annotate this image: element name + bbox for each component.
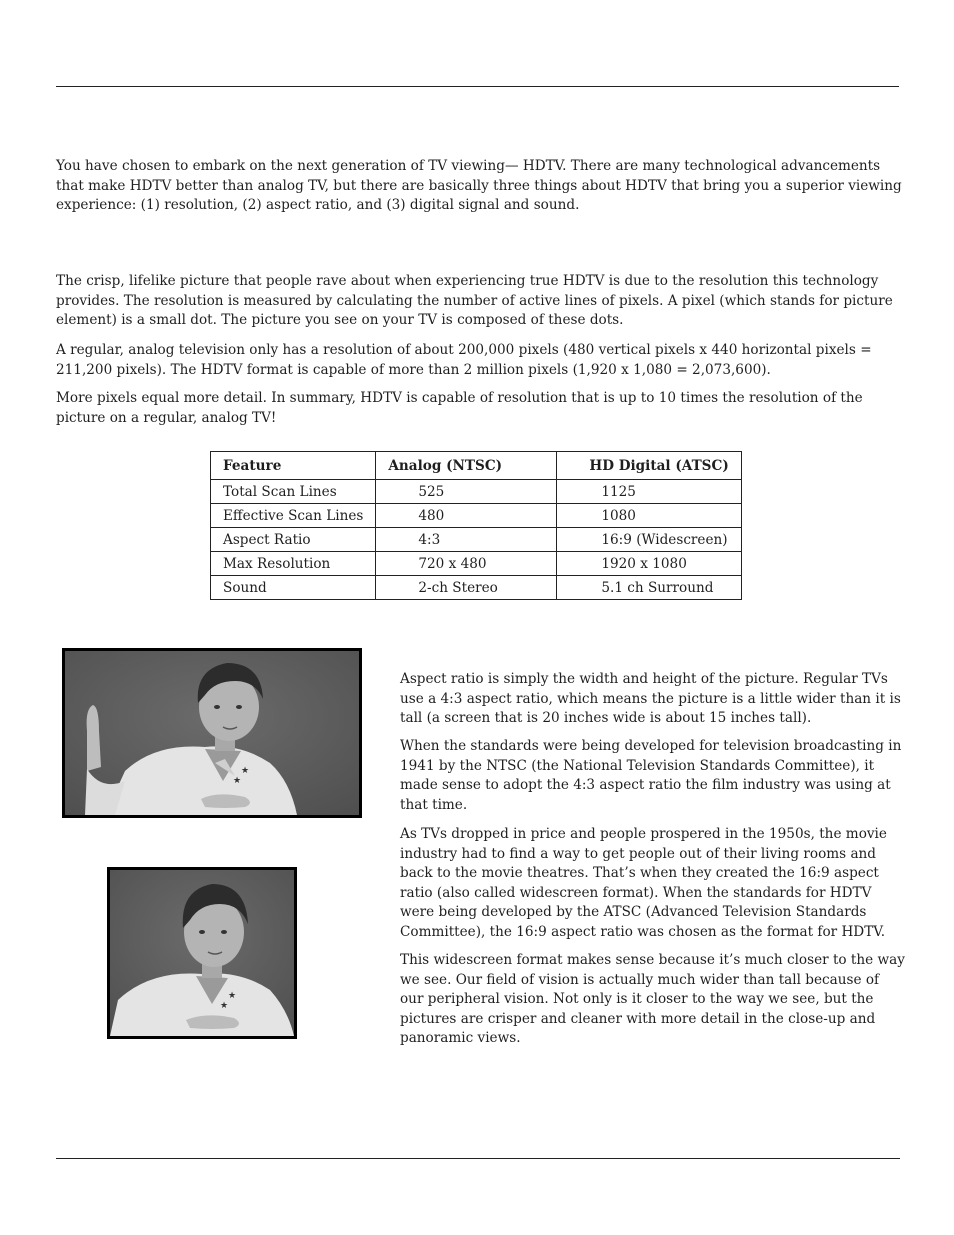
resolution-paragraph-2: A regular, analog television only has a resolution of about 200,000 pixels (480 vertical pixels x 440 horizontal pixels = 211,200 pixels). The HDTV format is capable of more than 2 million pixels (1,920 x 1,080 = 2,073,600). — [56, 342, 872, 378]
table-cell-hd: 16:9 (Widescreen) — [557, 528, 741, 552]
table-row — [211, 528, 742, 552]
table-cell-feature: Effective Scan Lines — [211, 504, 376, 528]
table-row — [211, 576, 742, 600]
table-cell-feature: Total Scan Lines — [211, 480, 376, 504]
table-header-hd: HD Digital (ATSC) — [557, 452, 741, 480]
table-cell-hd: 1920 x 1080 — [557, 552, 741, 576]
table-cell-analog: 720 x 480 — [376, 552, 557, 576]
footer-rule — [56, 1158, 900, 1159]
table-header-analog: Analog (NTSC) — [376, 452, 557, 480]
table-cell-hd: 5.1 ch Surround — [557, 576, 741, 600]
table-header-feature: Feature — [211, 452, 376, 480]
table-cell-analog: 4:3 — [376, 528, 557, 552]
svg-text:★: ★ — [241, 766, 250, 776]
table-row — [211, 552, 742, 576]
aspect-paragraph-4: This widescreen format makes sense because it’s much closer to the way we see. Our field of vision is actually much wider than tall because of our peripheral vision. Not only is it closer to the way we see, but the pictures are crisper and cleaner with more detail in the close-up and panoramic views. — [400, 952, 905, 1047]
svg-text:★: ★ — [233, 776, 242, 786]
aspect-paragraph-3: As TVs dropped in price and people prospered in the 1950s, the movie industry had to find a way to get people out of their living rooms and back to the movie theatres. That’s when they created the 16:9 aspect ratio (also called widescreen format). When the standards for HDTV were being developed by the ATSC (Advanced Television Standards Committee), the 16:9 aspect ratio was chosen as the format for HDTV. — [400, 826, 887, 940]
table-cell-hd: 1125 — [557, 480, 741, 504]
header-rule — [56, 86, 899, 87]
table-cell-analog: 2-ch Stereo — [376, 576, 557, 600]
intro-paragraph: You have chosen to embark on the next generation of TV viewing— HDTV. There are many technological advancements that make HDTV better than analog TV, but there are basically three things about HDTV that bring you a superior viewing experience: (1) resolution, (2) aspect ratio, and (3) digital signal and sound. — [56, 158, 902, 214]
standard-photo — [107, 867, 297, 1039]
resolution-paragraph-3: More pixels equal more detail. In summary, HDTV is capable of resolution that is up to 10 times the resolution of the picture on a regular, analog TV! — [56, 390, 863, 426]
aspect-paragraph-1: Aspect ratio is simply the width and height of the picture. Regular TVs use a 4:3 aspect ratio, which means the picture is a little wider than it is tall (a screen that is 20 inches wide is about 15 inches tall). — [400, 671, 901, 727]
table-cell-analog: 525 — [376, 480, 557, 504]
widescreen-photo — [62, 648, 362, 818]
table-row — [211, 480, 742, 504]
svg-text:★: ★ — [228, 991, 237, 1001]
resolution-paragraph-1: The crisp, lifelike picture that people rave about when experiencing true HDTV is due to the resolution this technology provides. The resolution is measured by calculating the number of active lines of pixels. A pixel (which stands for picture element) is a small dot. The picture you see on your TV is composed of these dots. — [56, 273, 893, 329]
table-row — [211, 504, 742, 528]
svg-text:★: ★ — [220, 1001, 229, 1011]
aspect-paragraph-2: When the standards were being developed for television broadcasting in 1941 by the NTSC (the National Television Standards Committee), it made sense to adopt the 4:3 aspect ratio the film industry was using at that time. — [400, 738, 902, 813]
comparison-table — [210, 451, 742, 600]
table-header-row — [211, 452, 742, 480]
table-cell-feature: Aspect Ratio — [211, 528, 376, 552]
table-cell-hd: 1080 — [557, 504, 741, 528]
table-cell-feature: Max Resolution — [211, 552, 376, 576]
table-cell-analog: 480 — [376, 504, 557, 528]
table-cell-feature: Sound — [211, 576, 376, 600]
